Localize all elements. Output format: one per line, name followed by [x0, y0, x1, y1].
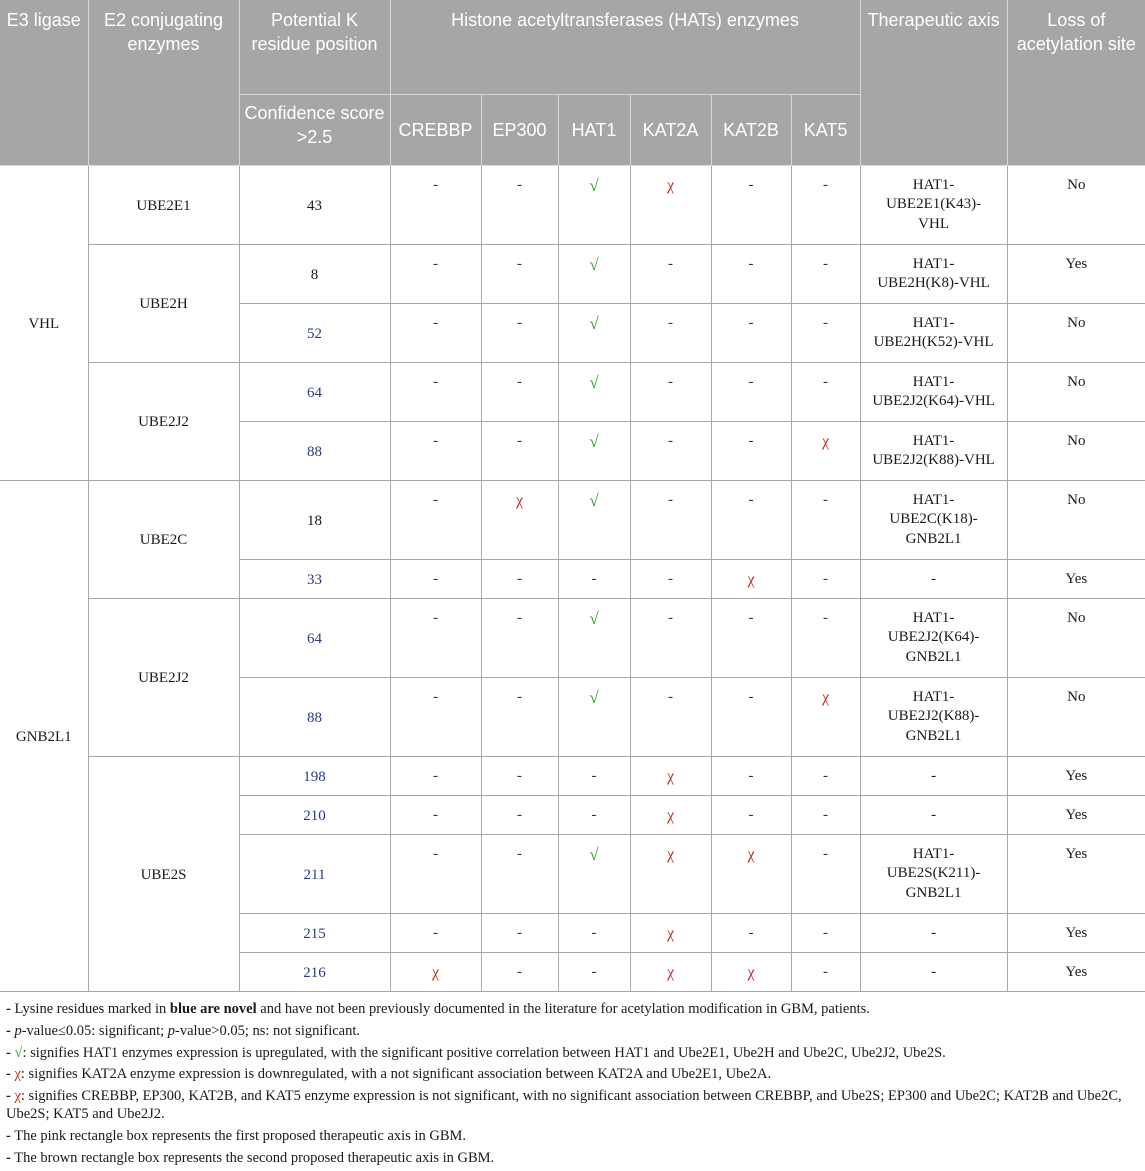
dash-symbol: - [823, 570, 829, 587]
hat-hat1-cell [558, 303, 630, 362]
dash-symbol: - [668, 688, 673, 705]
dash-symbol: - [517, 845, 522, 862]
chi-symbol: χ [666, 767, 675, 785]
check-symbol: √ [589, 431, 599, 451]
hat-hat1-cell [558, 165, 630, 244]
axis-line: HAT1- [912, 491, 955, 508]
chi-symbol: χ [666, 963, 675, 981]
dash-symbol: - [823, 924, 829, 941]
therapeutic-axis-cell: - [860, 913, 1007, 952]
footnote-check: - √: signifies HAT1 enzymes expression is upregulated, with the significant positive correlation between HAT1 and Ube2E1, Ube2H and Ube2C, Ube2J2, Ube2S. [6, 1044, 946, 1061]
hat-crebbp-cell [390, 559, 481, 598]
therapeutic-axis-cell [860, 244, 1007, 303]
dash-symbol: - [591, 767, 597, 784]
therapeutic-axis-cell [860, 677, 1007, 756]
chi-symbol: χ [515, 491, 524, 509]
chi-symbol: χ [666, 176, 675, 194]
dash-symbol: - [591, 963, 597, 980]
loss-acetylation-cell: No [1007, 421, 1145, 480]
e2-enzyme-cell: UBE2J2 [88, 362, 239, 480]
e3-ligase-cell: VHL [0, 165, 88, 480]
axis-line: UBE2S(K211)- [886, 865, 981, 881]
dash-symbol: - [748, 806, 754, 823]
header-enzyme-kat2b: KAT2B [711, 94, 791, 165]
hat-ep300-cell [481, 165, 558, 244]
footnote-chi-others: - χ: signifies CREBBP, EP300, KAT2B, and KAT5 enzyme expression is not significant, with no significant association between CREBBP, and Ube2S; EP300 and Ube2C; KAT2B and Ube2C, Ube2S; KAT5 and Ube2J2. [6, 1088, 1122, 1123]
chi-symbol: χ [666, 845, 675, 863]
table-row [0, 598, 1145, 677]
k-residue-cell: 33 [239, 559, 390, 598]
hat-kat2a-cell [630, 362, 711, 421]
hat-kat2b-cell [711, 834, 791, 913]
loss-acetylation-cell: Yes [1007, 559, 1145, 598]
hat-kat2a-cell [630, 756, 711, 795]
loss-acetylation-cell: No [1007, 598, 1145, 677]
hat-kat2b-cell [711, 598, 791, 677]
hat-hat1-cell [558, 362, 630, 421]
hat-kat2b-cell [711, 756, 791, 795]
k-residue-cell: 88 [239, 421, 390, 480]
hat-kat2b-cell [711, 913, 791, 952]
axis-line: HAT1- [912, 373, 955, 390]
hat-kat2b-cell [711, 244, 791, 303]
hat-crebbp-cell [390, 756, 481, 795]
therapeutic-axis-cell: - [860, 795, 1007, 834]
hat-kat2b-cell [711, 165, 791, 244]
header-loss-acetylation: Loss of acetylation site [1007, 0, 1145, 165]
k-residue-cell: 88 [239, 677, 390, 756]
loss-acetylation-cell: Yes [1007, 913, 1145, 952]
dash-symbol: - [823, 845, 829, 862]
hat-crebbp-cell [390, 834, 481, 913]
axis-line: UBE2J2(K88)- [887, 708, 980, 724]
hat-ep300-cell [481, 834, 558, 913]
axis-line: UBE2H(K8)-VHL [877, 275, 990, 291]
therapeutic-axis-cell: - [860, 756, 1007, 795]
dash-symbol: - [517, 609, 522, 626]
hat-kat5-cell [791, 795, 860, 834]
dash-symbol: - [433, 688, 438, 705]
dash-symbol: - [591, 570, 597, 587]
dash-symbol: - [668, 609, 673, 626]
k-residue-cell: 8 [239, 244, 390, 303]
axis-line: HAT1- [912, 845, 955, 862]
chi-symbol: χ [747, 845, 755, 863]
table-header [0, 0, 1145, 165]
header-confidence-score: Confidence score >2.5 [239, 94, 390, 165]
footnote-pvalue: - p-value≤0.05: significant; p-value>0.05; ns: not significant. [6, 1022, 361, 1039]
footnote-chi-kat2a: - χ: signifies KAT2A enzyme expression is downregulated, with a not significant association between KAT2A and Ube2E1, Ube2A. [6, 1066, 772, 1083]
hat-crebbp-cell [390, 598, 481, 677]
hat-crebbp-cell [390, 795, 481, 834]
dash-symbol: - [748, 609, 754, 626]
k-residue-cell: 18 [239, 480, 390, 559]
hat-kat5-cell [791, 952, 860, 991]
hat-hat1-cell [558, 913, 630, 952]
dash-symbol: - [748, 767, 754, 784]
therapeutic-axis-cell [860, 834, 1007, 913]
loss-acetylation-cell: No [1007, 677, 1145, 756]
hat-kat2b-cell [711, 795, 791, 834]
table-row [0, 362, 1145, 421]
footnote-brown-box: - The brown rectangle box represents the second proposed therapeutic axis in GBM. [6, 1149, 495, 1166]
check-symbol: √ [589, 844, 599, 864]
dash-symbol: - [433, 314, 438, 331]
dash-symbol: - [433, 767, 438, 784]
hat-kat2b-cell [711, 303, 791, 362]
hat-kat2a-cell [630, 303, 711, 362]
hat-hat1-cell [558, 677, 630, 756]
check-symbol: √ [589, 687, 599, 707]
dash-symbol: - [517, 570, 522, 587]
hat-kat5-cell [791, 559, 860, 598]
loss-acetylation-cell: Yes [1007, 795, 1145, 834]
axis-line: GNB2L1 [905, 648, 962, 665]
dash-symbol: - [748, 314, 754, 331]
hat-kat5-cell [791, 480, 860, 559]
header-enzyme-hat1: HAT1 [558, 94, 630, 165]
chi-symbol: χ [747, 963, 755, 981]
hat-hat1-cell [558, 244, 630, 303]
header-enzyme-crebbp: CREBBP [390, 94, 481, 165]
dash-symbol: - [433, 255, 438, 272]
hat-kat2b-cell [711, 952, 791, 991]
dash-symbol: - [433, 432, 438, 449]
chi-symbol: χ [666, 924, 675, 942]
hat-crebbp-cell [390, 480, 481, 559]
hat-kat2b-cell [711, 421, 791, 480]
dash-symbol: - [823, 373, 829, 390]
hat-crebbp-cell [390, 952, 481, 991]
hat-ep300-cell [481, 480, 558, 559]
check-symbol: √ [589, 608, 599, 628]
hat-ep300-cell [481, 795, 558, 834]
check-symbol: √ [589, 490, 599, 510]
dash-symbol: - [433, 806, 438, 823]
dash-symbol: - [433, 609, 438, 626]
dash-symbol: - [517, 963, 522, 980]
hat-kat5-cell [791, 244, 860, 303]
k-residue-cell: 211 [239, 834, 390, 913]
header-enzyme-kat2a: KAT2A [630, 94, 711, 165]
table-row [0, 165, 1145, 244]
axis-line: UBE2J2(K64)-VHL [872, 393, 995, 409]
dash-symbol: - [433, 176, 438, 193]
hat-ep300-cell [481, 598, 558, 677]
hat-kat5-cell [791, 677, 860, 756]
check-symbol: √ [589, 254, 599, 274]
hat-hat1-cell [558, 598, 630, 677]
header-enzyme-ep300: EP300 [481, 94, 558, 165]
axis-line: GNB2L1 [905, 727, 962, 744]
dash-symbol: - [748, 491, 754, 508]
hat-ep300-cell [481, 913, 558, 952]
hat-hat1-cell [558, 795, 630, 834]
axis-line: GNB2L1 [905, 530, 962, 547]
hat-crebbp-cell [390, 362, 481, 421]
loss-acetylation-cell: Yes [1007, 952, 1145, 991]
dash-symbol: - [517, 688, 522, 705]
hat-kat2b-cell [711, 362, 791, 421]
hat-hat1-cell [558, 756, 630, 795]
e2-enzyme-cell: UBE2H [88, 244, 239, 362]
dash-symbol: - [668, 491, 673, 508]
axis-line: UBE2J2(K64)- [887, 629, 980, 645]
dash-symbol: - [591, 924, 597, 941]
axis-line: HAT1- [912, 688, 955, 705]
axis-line: HAT1- [912, 314, 955, 331]
loss-acetylation-cell: No [1007, 303, 1145, 362]
therapeutic-axis-cell [860, 480, 1007, 559]
dash-symbol: - [748, 373, 754, 390]
loss-acetylation-cell: No [1007, 362, 1145, 421]
loss-acetylation-cell: No [1007, 480, 1145, 559]
hat-crebbp-cell [390, 913, 481, 952]
axis-line: UBE2J2(K88)-VHL [872, 452, 995, 468]
e2-enzyme-cell: UBE2C [88, 480, 239, 598]
hat-ep300-cell [481, 362, 558, 421]
hat-crebbp-cell [390, 677, 481, 756]
dash-symbol: - [517, 255, 522, 272]
axis-line: HAT1- [912, 176, 955, 193]
hat-kat5-cell [791, 303, 860, 362]
loss-acetylation-cell: No [1007, 165, 1145, 244]
header-potential-k: Potential K residue position [239, 0, 390, 94]
loss-acetylation-cell: Yes [1007, 756, 1145, 795]
k-residue-cell: 52 [239, 303, 390, 362]
hat-kat2a-cell [630, 559, 711, 598]
table-row [0, 244, 1145, 303]
therapeutic-axis-cell: - [860, 952, 1007, 991]
dash-symbol: - [433, 845, 438, 862]
hat-ep300-cell [481, 756, 558, 795]
axis-line: VHL [918, 215, 949, 232]
chi-symbol: χ [431, 963, 440, 981]
axis-line: HAT1- [912, 432, 955, 449]
dash-symbol: - [517, 924, 522, 941]
dash-symbol: - [823, 255, 829, 272]
hat-kat2b-cell [711, 480, 791, 559]
dash-symbol: - [433, 491, 438, 508]
dash-symbol: - [668, 314, 673, 331]
dash-symbol: - [823, 314, 829, 331]
hat-ep300-cell [481, 677, 558, 756]
footnote-novel: - Lysine residues marked in blue are novel and have not been previously documented in the literature for acetylation modification in GBM, patients. [6, 1001, 870, 1017]
hat-kat5-cell [791, 598, 860, 677]
dash-symbol: - [823, 609, 829, 626]
hat-kat2b-cell [711, 677, 791, 756]
check-symbol: √ [589, 313, 599, 333]
hat-hat1-cell [558, 421, 630, 480]
hat-ep300-cell [481, 952, 558, 991]
header-enzyme-kat5: KAT5 [791, 94, 860, 165]
table-footnotes [0, 1000, 1145, 1171]
hat-kat2a-cell [630, 677, 711, 756]
axis-line: HAT1- [912, 255, 955, 272]
hat-kat2a-cell [630, 913, 711, 952]
dash-symbol: - [433, 373, 438, 390]
axis-line: GNB2L1 [905, 884, 962, 901]
e2-enzyme-cell: UBE2S [88, 756, 239, 991]
dash-symbol: - [517, 314, 522, 331]
k-residue-cell: 216 [239, 952, 390, 991]
hat-kat2a-cell [630, 952, 711, 991]
k-residue-cell: 215 [239, 913, 390, 952]
dash-symbol: - [433, 924, 438, 941]
header-therapeutic-axis: Therapeutic axis [860, 0, 1007, 165]
therapeutic-axis-cell: - [860, 559, 1007, 598]
dash-symbol: - [517, 432, 522, 449]
k-residue-cell: 210 [239, 795, 390, 834]
loss-acetylation-cell: Yes [1007, 244, 1145, 303]
hat-ep300-cell [481, 421, 558, 480]
chi-symbol: χ [821, 432, 830, 450]
hat-hat1-cell [558, 559, 630, 598]
dash-symbol: - [748, 176, 754, 193]
hat-crebbp-cell [390, 244, 481, 303]
dash-symbol: - [668, 255, 673, 272]
axis-line: HAT1- [912, 609, 955, 626]
chi-symbol: χ [821, 688, 830, 706]
dash-symbol: - [517, 767, 522, 784]
dash-symbol: - [748, 432, 754, 449]
hat-kat2a-cell [630, 834, 711, 913]
dash-symbol: - [748, 688, 754, 705]
axis-line: UBE2E1(K43)- [886, 196, 982, 212]
hat-kat2a-cell [630, 795, 711, 834]
dash-symbol: - [517, 373, 522, 390]
dash-symbol: - [517, 176, 522, 193]
dash-symbol: - [433, 570, 438, 587]
k-residue-cell: 64 [239, 362, 390, 421]
header-hats: Histone acetyltransferases (HATs) enzymes [390, 0, 860, 94]
hat-kat5-cell [791, 362, 860, 421]
dash-symbol: - [517, 806, 522, 823]
hat-kat2a-cell [630, 165, 711, 244]
hat-kat2a-cell [630, 421, 711, 480]
k-residue-cell: 43 [239, 165, 390, 244]
therapeutic-axis-cell [860, 362, 1007, 421]
e3-ligase-cell: GNB2L1 [0, 480, 88, 991]
table-row [0, 480, 1145, 559]
therapeutic-axis-cell [860, 598, 1007, 677]
header-e2-enzymes: E2 conjugating enzymes [88, 0, 239, 165]
dash-symbol: - [748, 924, 754, 941]
check-symbol: √ [589, 372, 599, 392]
loss-acetylation-cell: Yes [1007, 834, 1145, 913]
check-symbol: √ [589, 175, 599, 195]
hat-ep300-cell [481, 244, 558, 303]
dash-symbol: - [823, 767, 829, 784]
therapeutic-axis-cell [860, 303, 1007, 362]
dash-symbol: - [823, 806, 829, 823]
dash-symbol: - [748, 255, 754, 272]
therapeutic-axis-cell [860, 165, 1007, 244]
chi-symbol: χ [666, 806, 675, 824]
hat-kat5-cell [791, 913, 860, 952]
table-body [0, 165, 1145, 991]
therapeutic-axis-cell [860, 421, 1007, 480]
table-row [0, 756, 1145, 795]
hat-ep300-cell [481, 559, 558, 598]
header-e3-ligase: E3 ligase [0, 0, 88, 165]
e2-enzyme-cell: UBE2E1 [88, 165, 239, 244]
dash-symbol: - [823, 176, 829, 193]
e2-enzyme-cell: UBE2J2 [88, 598, 239, 756]
dash-symbol: - [591, 806, 597, 823]
hat-kat5-cell [791, 165, 860, 244]
k-residue-cell: 198 [239, 756, 390, 795]
hat-crebbp-cell [390, 421, 481, 480]
footnote-pink-box: - The pink rectangle box represents the first proposed therapeutic axis in GBM. [6, 1127, 467, 1144]
dash-symbol: - [668, 570, 673, 587]
hat-kat2a-cell [630, 480, 711, 559]
hat-ep300-cell [481, 303, 558, 362]
hat-kat2a-cell [630, 244, 711, 303]
hat-kat5-cell [791, 421, 860, 480]
hat-kat2b-cell [711, 559, 791, 598]
hat-kat2a-cell [630, 598, 711, 677]
hat-hat1-cell [558, 480, 630, 559]
chi-symbol: χ [747, 570, 755, 588]
hat-crebbp-cell [390, 303, 481, 362]
dash-symbol: - [823, 491, 829, 508]
dash-symbol: - [668, 373, 673, 390]
hat-crebbp-cell [390, 165, 481, 244]
axis-line: UBE2C(K18)- [889, 511, 978, 527]
hat-hat1-cell [558, 834, 630, 913]
axis-line: UBE2H(K52)-VHL [873, 334, 994, 350]
dash-symbol: - [668, 432, 673, 449]
k-residue-cell: 64 [239, 598, 390, 677]
hat-kat5-cell [791, 834, 860, 913]
hat-kat5-cell [791, 756, 860, 795]
dash-symbol: - [823, 963, 829, 980]
hat-hat1-cell [558, 952, 630, 991]
